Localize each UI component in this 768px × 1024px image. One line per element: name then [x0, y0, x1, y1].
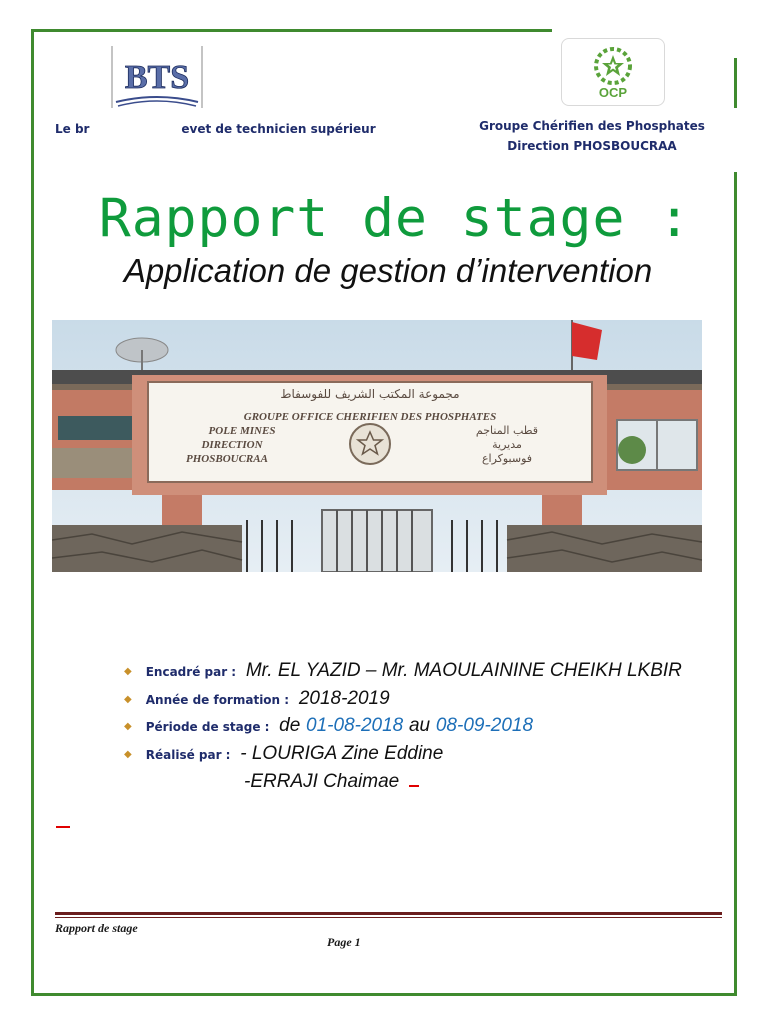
footer-doc-title: Rapport de stage: [55, 921, 138, 935]
ocp-direction: Direction PHOSBOUCRAA: [507, 139, 677, 153]
building-photo: [52, 320, 702, 572]
periode-end-date: 08-09-2018: [435, 715, 534, 736]
report-subtitle: Application de gestion d’intervention: [123, 252, 653, 289]
info-realise: [124, 743, 443, 765]
sign-line-2: POLE MINES: [208, 425, 276, 437]
page-border-left: [31, 29, 34, 996]
ocp-logo: [561, 38, 665, 106]
footer-rule-thick: [55, 912, 722, 915]
bullet-icon: ◆: [124, 693, 132, 705]
periode-de: de: [279, 715, 301, 736]
periode-au: au: [408, 715, 431, 736]
periode-start-date: 01-08-2018: [306, 715, 404, 736]
bullet-icon: ◆: [124, 748, 132, 760]
red-underline-mark: [409, 771, 419, 787]
footer-rule-thin: [55, 917, 722, 918]
sign-arabic-1: قطب المناجم: [475, 424, 539, 437]
sign-line-3: DIRECTION: [201, 439, 263, 451]
encadre-value: Mr. EL YAZID – Mr. MAOULAININE CHEIKH LKBIR: [245, 660, 682, 681]
red-stray-mark: [56, 826, 70, 828]
ocp-header-text: [460, 116, 724, 156]
info-encadre: [124, 660, 682, 682]
bts-logo-text: BTS: [124, 59, 190, 96]
bts-header-text: Le br evet de technicien supérieur: [55, 122, 376, 136]
realise-student-1: - LOURIGA Zine Eddine: [240, 743, 444, 764]
ocp-logo-text: OCP: [598, 85, 628, 100]
info-annee: [124, 688, 390, 710]
footer-page-number: Page 1: [327, 935, 361, 949]
bullet-icon: ◆: [124, 665, 132, 677]
report-title: Rapport de stage :: [98, 188, 692, 249]
page-border-bottom: [31, 993, 737, 996]
realise-label: Réalisé par :: [145, 748, 231, 762]
info-realise-2: [244, 771, 419, 793]
info-periode: [124, 715, 533, 737]
annee-label: Année de formation :: [145, 693, 290, 707]
annee-value: 2018-2019: [298, 688, 390, 709]
sign-arabic-3: فوسبوكراع: [481, 452, 533, 465]
page-border-top: [31, 29, 552, 32]
sign-arabic-2: مديرية: [492, 438, 522, 451]
bts-logo: [108, 44, 206, 110]
ocp-group-name: Groupe Chérifien des Phosphates: [479, 119, 705, 133]
sign-line-1: GROUPE OFFICE CHERIFIEN DES PHOSPHATES: [243, 411, 497, 423]
page-border-right: [734, 172, 737, 996]
encadre-label: Encadré par :: [145, 665, 237, 679]
realise-student-2: -ERRAJI Chaimae: [244, 771, 400, 792]
sign-line-4: PHOSBOUCRAA: [186, 453, 268, 465]
sign-arabic-top: مجموعة المكتب الشريف للفوسفاط: [280, 387, 460, 401]
page-border-right-top: [734, 58, 737, 108]
bullet-icon: ◆: [124, 720, 132, 732]
periode-label: Période de stage :: [145, 720, 270, 734]
